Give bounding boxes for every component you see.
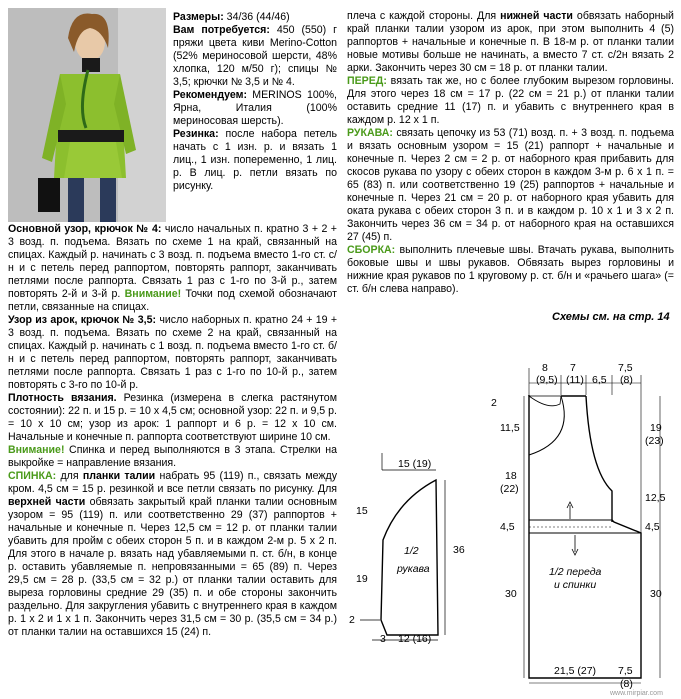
back-neck [529,396,561,406]
sleeve-bottom-width: 12 (16) [398,633,432,645]
front-paragraph: ПЕРЕД: вязать так же, но с более глубоким вырезом горловины. Для этого через 18 см = 17 р. (22 см = 21 р.) от планки талии оставить средние 11 (17) п. и убавить с внутреннего края в каждом р. 12 х 1 п. [347,75,674,126]
neck-b2: (11) [566,374,584,386]
side-upper: 18 [505,470,517,482]
neck-a2: (9,5) [536,374,558,386]
right-top: 7,5 [618,362,633,374]
side-upper2: (22) [500,483,519,495]
sleeves-paragraph: РУКАВА: связать цепочку из 53 (71) возд. п. + 3 возд. п. подъема и вязать основным узором = 15 (21) раппорт + начальные и конечные п. Через 2 см = 2 р. от наборного края прибавить для скосов рукава по узору с обеих сторон в каждом 3-м р. 6 х 1 п. = 65 (83) п. или соответственно 19 (25) раппортов + начальные и конечные п. Через 21 см = 20 р. от наборного края убавить для оката рукава с обеих сторон 3 п. и в каждом р. 10 х 1 и 3 х 2 п. Закончить через 36 см = 34 р. от наборного края на оставшихся 27 (45) п. [347,127,674,243]
lower-height: 30 [505,588,517,600]
front-neck-depth: 11,5 [500,422,520,434]
body-bottom-right: 7,5 [618,665,633,677]
schemes-reference: Схемы см. на стр. 14 [552,311,670,323]
sizes-label: Размеры: [173,11,224,23]
armhole-total2: (23) [645,435,664,447]
body-outline [529,395,641,678]
band-height-right: 4,5 [645,521,660,533]
sleeve-cuff: 2 [349,614,355,626]
sleeve-diagram [360,453,445,640]
shoulder-width: 6,5 [592,374,607,386]
sleeve-top-width: 15 (19) [398,458,432,470]
band-height: 4,5 [500,521,515,533]
gauge-paragraph: Плотность вязания. Резинка (измерена в слегка растянутом состоянии): 22 п. и 15 р. = 10 х 4,5 см; основной узор: 22 п. и 9,5 р. = 10 х 10 см; узор из арок: 1 раппорт и 6 р. = 12 х 10 см. Начальные и конечные п. раппорта соответствуют ширине 10 см. [8,392,337,443]
lower-part-paragraph: плеча с каждой стороны. Для нижней части обвязать наборный край планки талии узором из арок, при этом выполнить 4 (5) раппортов + начальные и конечные п. В 18-м р. от планки талии новые мотивы больше не начинать, а вместо 7 ст. с/2н вязать 2 арки. Закончить через 30 см = 18 р. от планки талии. [347,10,674,74]
main-pattern-paragraph: Основной узор, крючок № 4: число начальных п. кратно 3 + 2 + 3 возд. п. подъема. Вязать по схеме 1 на край, связанный на спицах. Каждый р. начинать с 3 возд. п. подъема вместо 1-го ст. с/н и с петель перед раппортом, повторять раппорт, заканчивать петлями после раппорта. Связать 1 раз с 1-го по 3-й р., затем повторять 2-й и 3-й р. Внимание! Точки под схемой обозначают петли, связанные на спицах. [8,223,337,313]
watermark: www.mirpiar.com [610,690,663,697]
arch-pattern-paragraph: Узор из арок, крючок № 3,5: число наборных п. кратно 24 + 19 + 3 возд. п. подъема. Вязать по схеме 2 на край, связанный на спицах. Каждый р. начинать с 1 возд. п. подъема вместо 1-го ст. б/н и с петель перед раппортом, повторять раппорт, заканчивать петлями после раппорта. Связать 1 раз с 1-го по 10-й р., затем повторять с 3-го по 10-й р. [8,314,338,391]
body-bottom-width: 21,5 (27) [554,665,597,677]
recommend-paragraph: Рекомендуем: MERINOS 100%, Ярна, Италия (100% мериносовая шерсть). [173,89,337,127]
body-name: 1/2 переда [549,566,602,578]
rib-paragraph: Резинка: после набора петель начать с 1 изн. р. и вязать 1 лиц., 1 изн. попеременно, 1 лиц. р. В лиц. р. петли вязать по рисунку. [173,128,337,192]
armhole-height: 12,5 [645,492,666,504]
neck-a: 8 [542,362,548,374]
lower-height-right: 30 [650,588,662,600]
sleeve-cap-h: 15 [356,505,368,517]
sleeve-bottom-left: 3 [380,633,386,645]
sizes-paragraph: Размеры: 34/36 (44/46) [173,11,290,23]
materials-paragraph: Вам потребуется: 450 (550) г пряжи цвета киви Merino-Cotton (52% мериносовой шерсти, 48% хлопка, 120 м/50 г); спицы № 3,5; крючки № 3,5 и № 4. [173,24,337,88]
body-name2: и спинки [554,579,597,591]
neck-depth-back: 2 [491,397,497,409]
back-paragraph: СПИНКА: для планки талии набрать 95 (119) п., связать между кром. 4,5 см = 15 р. резинкой и все петли связать по рисунку. Для верхней части обвязать закрытый край планки талии основным узором = 95 (119) п. или соответственно 29 (37) раппортов + начальные и конечные п. Через 12,5 см = 12 р. от планки талии убавить для пройм с обеих сторон 5 п. и в каждом 2-м р. 5 х 2 п. Для этого в начале р. вязать над убавляемыми п. ст. б/н, в конце р. оставить убавляемые п. непровязанными = 65 (89) п. Через 29,5 см = 28 р. (33,5 см = 32 р.) от планки талии оставить для выреза горловины средние 29 (35) п. и обе стороны закончить раздельно. Для закругления убавить с внутреннего края в каждом р. 1 х 2 и 1 х 1 п. Закончить через 31,5 см = 30 р. (35,5 см = 34 р.) от планки талии на оставшихся 15 (24) п. [8,470,337,638]
armhole-curve [586,396,612,522]
body-bottom-right2: (8) [620,678,633,690]
sleeve-total-h: 36 [453,544,465,556]
sleeve-name2: рукава [397,563,430,575]
assembly-paragraph: СБОРКА: выполнить плечевые швы. Втачать рукава, выполнить боковые швы и швы рукавов. Обвязать вырез горловины и нижние края рукавов по 1 круговому р. ст. б/н и «рачьего шага» (= ст. б/н слева направо). [347,244,674,295]
neck-b: 7 [570,362,576,374]
right-top2: (8) [620,374,633,386]
armhole-total: 19 [650,422,662,434]
body-diagram [524,368,660,683]
sleeve-lower-h: 19 [356,573,368,585]
sleeve-name: 1/2 [404,545,419,557]
sleeve-outline [381,480,438,635]
attention-paragraph: Внимание! Спинка и перед выполняются в 3 этапа. Стрелки на выкройке = направление вязания. [8,444,337,469]
